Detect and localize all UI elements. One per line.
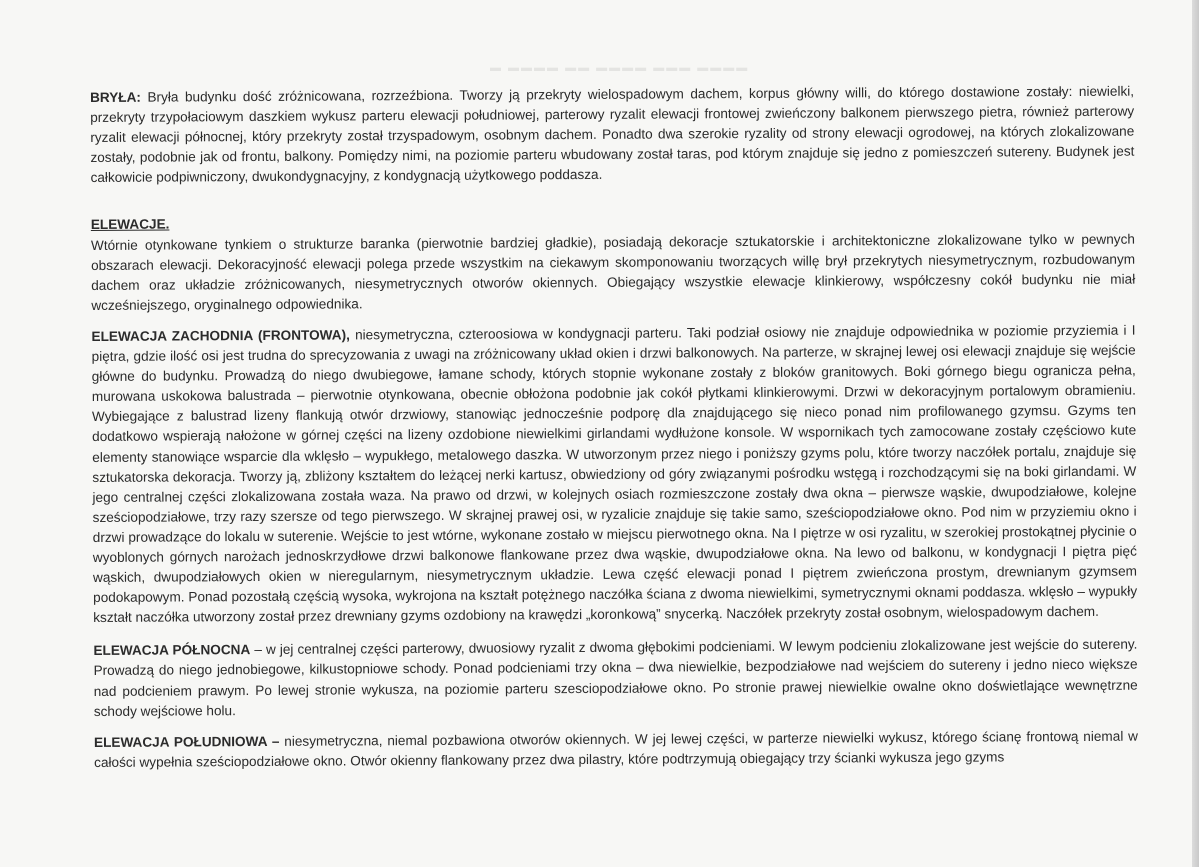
paragraph-elewacje: Wtórnie otynkowane tynkiem o strukturze baranka (pierwotnie bardziej gładkie), posiadają dekoracje sztukatorskie i architektoniczne zlokalizowane tylko w pewnych obszarach elewacji. Dekoracyjność elewacji polega przede wszystkim na ciekawym skomponowaniu tworzących willę brył przekrytych niesymetrycznym, rozbudowanym dachem oraz układzie zróżnicowanych, niesymetrycznych otworów okiennych. Obiegający wszystkie elewacje klinkierowy, współczesny cokół budynku nie miał wcześniejszego, oryginalnego odpowiednika. — [90, 231, 1136, 313]
paragraph-lead: ELEWACJA ZACHODNIA (FRONTOWA), — [91, 327, 350, 344]
paragraph-text: Bryła budynku dość zróżnicowana, rozrzeźbiona. Tworzy ją przekryty wielospadowym dachem, korpus główny willi, do którego dostawione zostały: niewielki, przekryty trzypołaciowym daszkiem wykusz parteru elewacji południowej, parterowy ryzalit elewacji frontowej zwieńczony balkonem pierwszego pietra, również parterowy ryzalit elewacji północnej, który przekryty został trzyspadowym, osobnym dachem. Ponadto dwa szerokie ryzality od strony elewacji ogrodowej, na których zlokalizowane zostały, podobnie jak od frontu, balkony. Pomiędzy nimi, na poziomie parteru wbudowany został taras, pod którym znajduje się jedno z pomieszczeń sutereny. Budynek jest całkowicie podpiwniczony, dwukondygnacyjny, z kondygnacją użytkowego poddasza. — [90, 83, 1135, 186]
section-heading-elewacje: ELEWACJE. — [90, 216, 170, 233]
paragraph-lead: ELEWACJA POŁUDNIOWA – — [93, 733, 280, 750]
document-body — [90, 82, 1138, 773]
paragraph-elewacja-poludniowa — [94, 726, 1138, 773]
paragraph-elewacja-zachodnia — [91, 321, 1137, 629]
paragraph-text: – w jej centralnej części parterowy, dwuosiowy ryzalit z dwoma głębokimi podcieniami. W lewym podcieniu zlokalizowane jest wejście do sutereny. Prowadzą do niego jednobiegowe, kilkustopniowe schody. Ponad podcieniami trzy okna – dwa niewielkie, bezpodziałowe nad wejściem do sutereny i jedno nieco większe nad podcieniem prawym. Po lewej stronie wykusza, na poziomie parteru szesciopodziałowe okno. Po stronie prawej niewielkie owalne okno doświetlające wewnętrzne schody wejściowe holu. — [93, 636, 1138, 719]
paragraph-lead: ELEWACJA PÓŁNOCNA — [93, 642, 251, 659]
paragraph-text: niesymetryczna, czteroosiowa w kondygnacji parteru. Taki podział osiowy nie znajduje odpowiednika w poziomie przyziemia i I piętra, gdzie ilość osi jest trudna do sprecyzowania z uwagi na zróżnicowany układ okien i drzwi balkonowych. Na parterze, w skrajnej lewej osi elewacji znajduje się wejście główne do budynku. Prowadzą do niego dwubiegowe, łamane schody, których stopnie wykonane zostały z bloków granitowych. Boki górnego biegu ogranicza pełna, murowana uskokowa balustrada – pierwotnie otynkowana, obecnie obłożona podobnie jak cokół płytkami klinkierowymi. Drzwi w dekoracyjnym portalowym obramieniu. Wybiegające z balustrad lizeny flankują otwór drzwiowy, stanowiąc jednocześnie podporę dla znajdującego się nieco ponad nim profilowanego gzymsu. Gzyms ten dodatkowo wspierają nałożone w górnej części na lizeny ozdobione niewielkimi girlandami wydłużone konsole. W wspornikach tych zamocowane zostały częściowo kute elementy stanowiące wsparcie dla wklęsło – wypukłego, metalowego daszka. W utworzonym przez niego i poniższy gzyms polu, które tworzy naczółek portalu, znajduje się sztukatorska dekoracja. Tworzy ją, zbliżony kształtem do leżącej nerki kartusz, obwiedziony od góry związanymi pośrodku wstęgą i rozchodzącymi się na boki girlandami. W jego centralnej części zlokalizowana została waza. Na prawo od drzwi, w kolejnych osiach rozmieszczone zostały dwa okna – pierwsze wąskie, dwupodziałowe, kolejne sześciopodziałowe, trzy razy szersze od tego pierwszego. W skrajnej prawej osi, w ryzalicie znajduje się takie samo, sześciopodziałowe okno. Pod nim w przyziemiu okno i drzwi prowadzące do lokalu w suterenie. Wejście to jest wtórne, wykonane zostało w miejscu pierwotnego okna. Na I piętrze w osi ryzalitu, w szerokiej prostokątnej płycinie o wyoblonych górnych narożach jednoskrzydłowe drzwi balkonowe flankowane przez dwa wąskie, dwupodziałowe okna. Na lewo od balkonu, w kondygnacji I piętra pięć wąskich, dwupodziałowych okien w nieregularnym, niesymetrycznym układzie. Lewa część elewacji ponad I piętrem zwieńczona prostym, drewnianym gzymsem podokapowym. Ponad pozostałą częścią wysoka, wykrojona na kształt potężnego naczółka ściana z dwoma niewielkimi, symetrycznymi oknami poddasza. wklęsło – wypukły kształt naczółka utworzony został przez drewniany gzyms ozdobiony na krawędzi „koronkową” snycerką. Naczółek przekryty został osobnym, wielospadowym dachem. — [91, 322, 1138, 626]
paragraph-elewacja-polnocna — [93, 635, 1137, 722]
paragraph-bryla — [90, 82, 1135, 189]
scan-edge — [1192, 0, 1199, 867]
paragraph-lead: BRYŁA: — [90, 89, 141, 105]
bleed-through-text: ▬ ▬▬▬▬ ▬▬ ▬▬▬▬ ▬▬▬ ▬▬▬▬ — [490, 62, 750, 74]
paragraph-text: niesymetryczna, niemal pozbawiona otworów okiennych. W jej lewej części, w parterze niewielki wykusz, którego ścianę frontową niemal w całości wypełnia sześciopodziałowe okno. Otwór okienny flankowany przez dwa pilastry, które podtrzymują obiegający trzy ścianki wykusza jego gzyms — [94, 728, 1139, 770]
